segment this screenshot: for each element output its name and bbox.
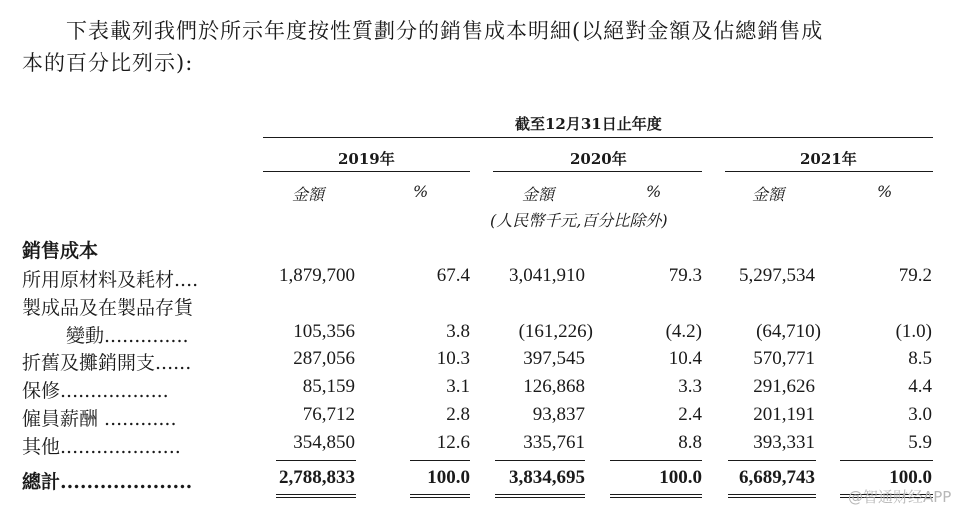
cell-2021-amount: 291,626 <box>753 376 815 397</box>
cell-2019-pct: 2.8 <box>446 404 470 425</box>
year-2021: 2021年 <box>800 150 857 168</box>
row-label: 其他.................... <box>22 436 181 458</box>
total-rule-2019-amount-a <box>276 494 356 495</box>
cell-2019-amount: 287,056 <box>293 348 355 369</box>
cell-2020-amount: 3,041,910 <box>509 265 585 286</box>
intro-line-2: 本的百分比列示): <box>22 51 194 75</box>
unit-note: (人民幣千元,百分比除外) <box>490 211 668 230</box>
cell-2020-amount: 93,837 <box>532 404 585 425</box>
cell-2021-amount: 393,331 <box>753 432 815 453</box>
total-2019-amount: 2,788,833 <box>279 467 355 488</box>
period-header: 截至12月31日止年度 <box>515 115 662 133</box>
total-2020-pct: 100.0 <box>659 467 702 488</box>
cell-2020-amount: (161,226) <box>518 321 593 342</box>
total-2021-amount: 6,689,743 <box>739 467 815 488</box>
cell-2021-amount: 5,297,534 <box>739 265 815 286</box>
total-rule-2020-amount-a <box>495 494 585 495</box>
cell-2019-amount: 1,879,700 <box>279 265 355 286</box>
cell-2019-amount: 354,850 <box>293 432 355 453</box>
amount-label-2020: 金額 <box>522 185 555 204</box>
subtotal-rule-2020-amount <box>495 460 585 461</box>
total-rule-2019-amount-b <box>276 497 356 498</box>
cell-2021-pct: 5.9 <box>908 432 932 453</box>
total-rule-2021-amount-a <box>728 494 816 495</box>
cell-2021-pct: (1.0) <box>895 321 932 342</box>
cell-2020-pct: 3.3 <box>678 376 702 397</box>
row-label: 保修.................. <box>22 380 169 402</box>
cell-2020-pct: 10.4 <box>668 348 702 369</box>
cell-2019-amount: 105,356 <box>293 321 355 342</box>
cell-2021-amount: (64,710) <box>756 321 821 342</box>
cell-2020-amount: 335,761 <box>523 432 585 453</box>
cell-2021-pct: 79.2 <box>898 265 932 286</box>
total-rule-2020-pct-a <box>610 494 702 495</box>
section-title: 銷售成本 <box>22 240 99 262</box>
cell-2020-pct: (4.2) <box>665 321 702 342</box>
cell-2021-pct: 4.4 <box>908 376 932 397</box>
pct-label-2020: % <box>646 182 662 201</box>
subtotal-rule-2021-pct <box>840 460 933 461</box>
cell-2021-pct: 3.0 <box>908 404 932 425</box>
cell-2020-amount: 397,545 <box>523 348 585 369</box>
total-2019-pct: 100.0 <box>427 467 470 488</box>
row-label-continued: 變動.............. <box>66 325 189 347</box>
subtotal-rule-2019-amount <box>276 460 356 461</box>
total-rule-2019-pct-b <box>410 497 470 498</box>
cell-2019-amount: 76,712 <box>302 404 355 425</box>
year-rule-2020 <box>493 171 702 172</box>
cell-2019-amount: 85,159 <box>302 376 355 397</box>
watermark: @智通财经APP <box>848 488 952 506</box>
year-2019: 2019年 <box>338 150 395 168</box>
total-2021-pct: 100.0 <box>889 467 932 488</box>
intro-line-1: 下表載列我們於所示年度按性質劃分的銷售成本明細(以絕對金額及佔總銷售成 <box>66 19 824 43</box>
subtotal-rule-2019-pct <box>410 460 470 461</box>
cell-2020-pct: 79.3 <box>668 265 702 286</box>
total-rule-2021-amount-b <box>728 497 816 498</box>
row-label: 折舊及攤銷開支...... <box>22 352 192 374</box>
pct-label-2019: % <box>413 182 429 201</box>
header-rule <box>263 137 933 138</box>
cell-2019-pct: 3.1 <box>446 376 470 397</box>
cell-2021-amount: 201,191 <box>753 404 815 425</box>
row-label: 僱員薪酬 ............ <box>22 408 177 430</box>
year-2020: 2020年 <box>570 150 627 168</box>
cell-2021-amount: 570,771 <box>753 348 815 369</box>
cell-2020-pct: 2.4 <box>678 404 702 425</box>
cell-2019-pct: 10.3 <box>436 348 470 369</box>
total-rule-2020-amount-b <box>495 497 585 498</box>
total-2020-amount: 3,834,695 <box>509 467 585 488</box>
total-label: 總計.................... <box>22 471 193 493</box>
amount-label-2021: 金額 <box>752 185 785 204</box>
cell-2019-pct: 67.4 <box>436 265 470 286</box>
row-label: 製成品及在製品存貨 <box>22 297 194 319</box>
row-label: 所用原材料及耗材.... <box>22 269 199 291</box>
year-rule-2021 <box>725 171 933 172</box>
cell-2019-pct: 12.6 <box>436 432 470 453</box>
cell-2019-pct: 3.8 <box>446 321 470 342</box>
subtotal-rule-2020-pct <box>610 460 702 461</box>
subtotal-rule-2021-amount <box>728 460 816 461</box>
cell-2021-pct: 8.5 <box>908 348 932 369</box>
total-rule-2020-pct-b <box>610 497 702 498</box>
year-rule-2019 <box>263 171 470 172</box>
cell-2020-pct: 8.8 <box>678 432 702 453</box>
cell-2020-amount: 126,868 <box>523 376 585 397</box>
amount-label-2019: 金額 <box>292 185 325 204</box>
pct-label-2021: % <box>877 182 893 201</box>
total-rule-2019-pct-a <box>410 494 470 495</box>
